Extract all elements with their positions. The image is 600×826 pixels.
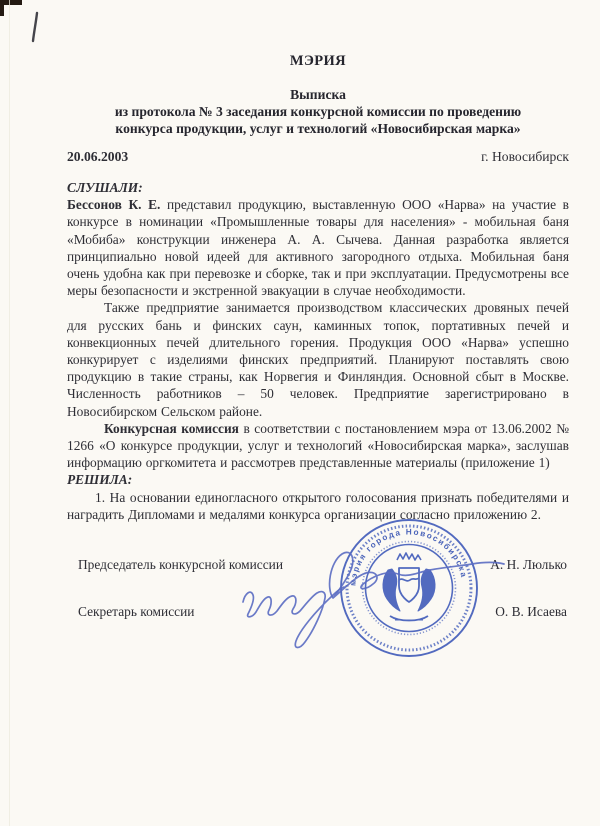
signature-name-chairman: А. Н. Люлько	[490, 557, 567, 572]
pen-mark	[33, 13, 37, 41]
paragraph-2: Также предприятие занимается производством классических дровяных печей для русских бань и финских саун, каминных топок, портативных печей и конвекционных печей длительного горения. Продукция ООО «Нарва» успешно конкурирует с изделиями финских предприятий. Планируют поставлять свою продукцию в такие страны, как Норвегия и Финляндия. Основной сбыт в Москве. Численность работников – 50 человек. Предприятие зарегистрировано в Новосибирском Сельском районе.	[67, 300, 569, 419]
doc-title: Выписка	[290, 87, 346, 102]
signature-role-chairman: Председатель конкурсной комиссии	[78, 557, 283, 572]
scan-edge-artifact	[0, 0, 4, 16]
org-title: МЭРИЯ	[289, 53, 347, 69]
paragraph-1	[67, 196, 569, 299]
paragraph-3-text: в соответствии с постановлением мэра от 13.06.2002 № 1266 «О конкурсе продукции, услуг и технологий «Новосибирская марка», заслушав информацию оргкомитета и рассмотрев представленные материалы (приложение 1)	[67, 420, 569, 471]
doc-subtitle-line-1: из протокола № 3 заседания конкурсной комиссии по проведению	[114, 104, 522, 119]
signature-row-chairman	[78, 557, 567, 573]
paragraph-3-lead: Конкурсная комиссия	[104, 420, 239, 436]
heard-heading: СЛУШАЛИ:	[67, 180, 143, 195]
document-city: г. Новосибирск	[481, 149, 569, 164]
scan-crease-line	[9, 0, 10, 826]
signature-role-secretary: Секретарь комиссии	[78, 604, 195, 619]
stamp-outer-ring	[341, 520, 477, 656]
resolved-heading: РЕШИЛА:	[67, 472, 133, 488]
signature-name-secretary: О. В. Исаева	[495, 604, 567, 619]
doc-subtitle-line-2: конкурса продукции, услуг и технологий «Новосибирская марка»	[115, 121, 521, 136]
document-date: 20.06.2003	[67, 149, 129, 164]
signature-row-secretary	[78, 604, 567, 620]
resolution-paragraph: 1. На основании единогласного открытого голосования признать победителями и наградить Дипломами и медалями конкурса организации согласно приложению 2.	[67, 489, 569, 522]
document-heading	[67, 86, 569, 137]
paragraph-1-lead: Бессонов К. Е.	[67, 197, 161, 213]
document-body	[67, 179, 569, 523]
paragraph-1-text: представил продукцию, выставленную ООО «Нарва» на участие в конкурсе в номинации «Промышленные товары для населения» - мобильная баня «Мобиба» конструкции инженера А. А. Сычева. Данная разработка является принципиально новой идеей для активного загородного отдыха. Мобильная баня очень удобна как при перевозке и сборке, так и при эксплуатации. Предусмотрены все меры безопасности и экстренной эвакуации в случае необходимости.	[67, 197, 569, 299]
date-city-row	[67, 149, 569, 165]
coat-of-arms-icon	[383, 553, 435, 621]
official-stamp	[337, 516, 481, 660]
paragraph-3	[67, 420, 569, 472]
stamp-ring-text: мэрия города Новосибирска	[348, 527, 469, 587]
